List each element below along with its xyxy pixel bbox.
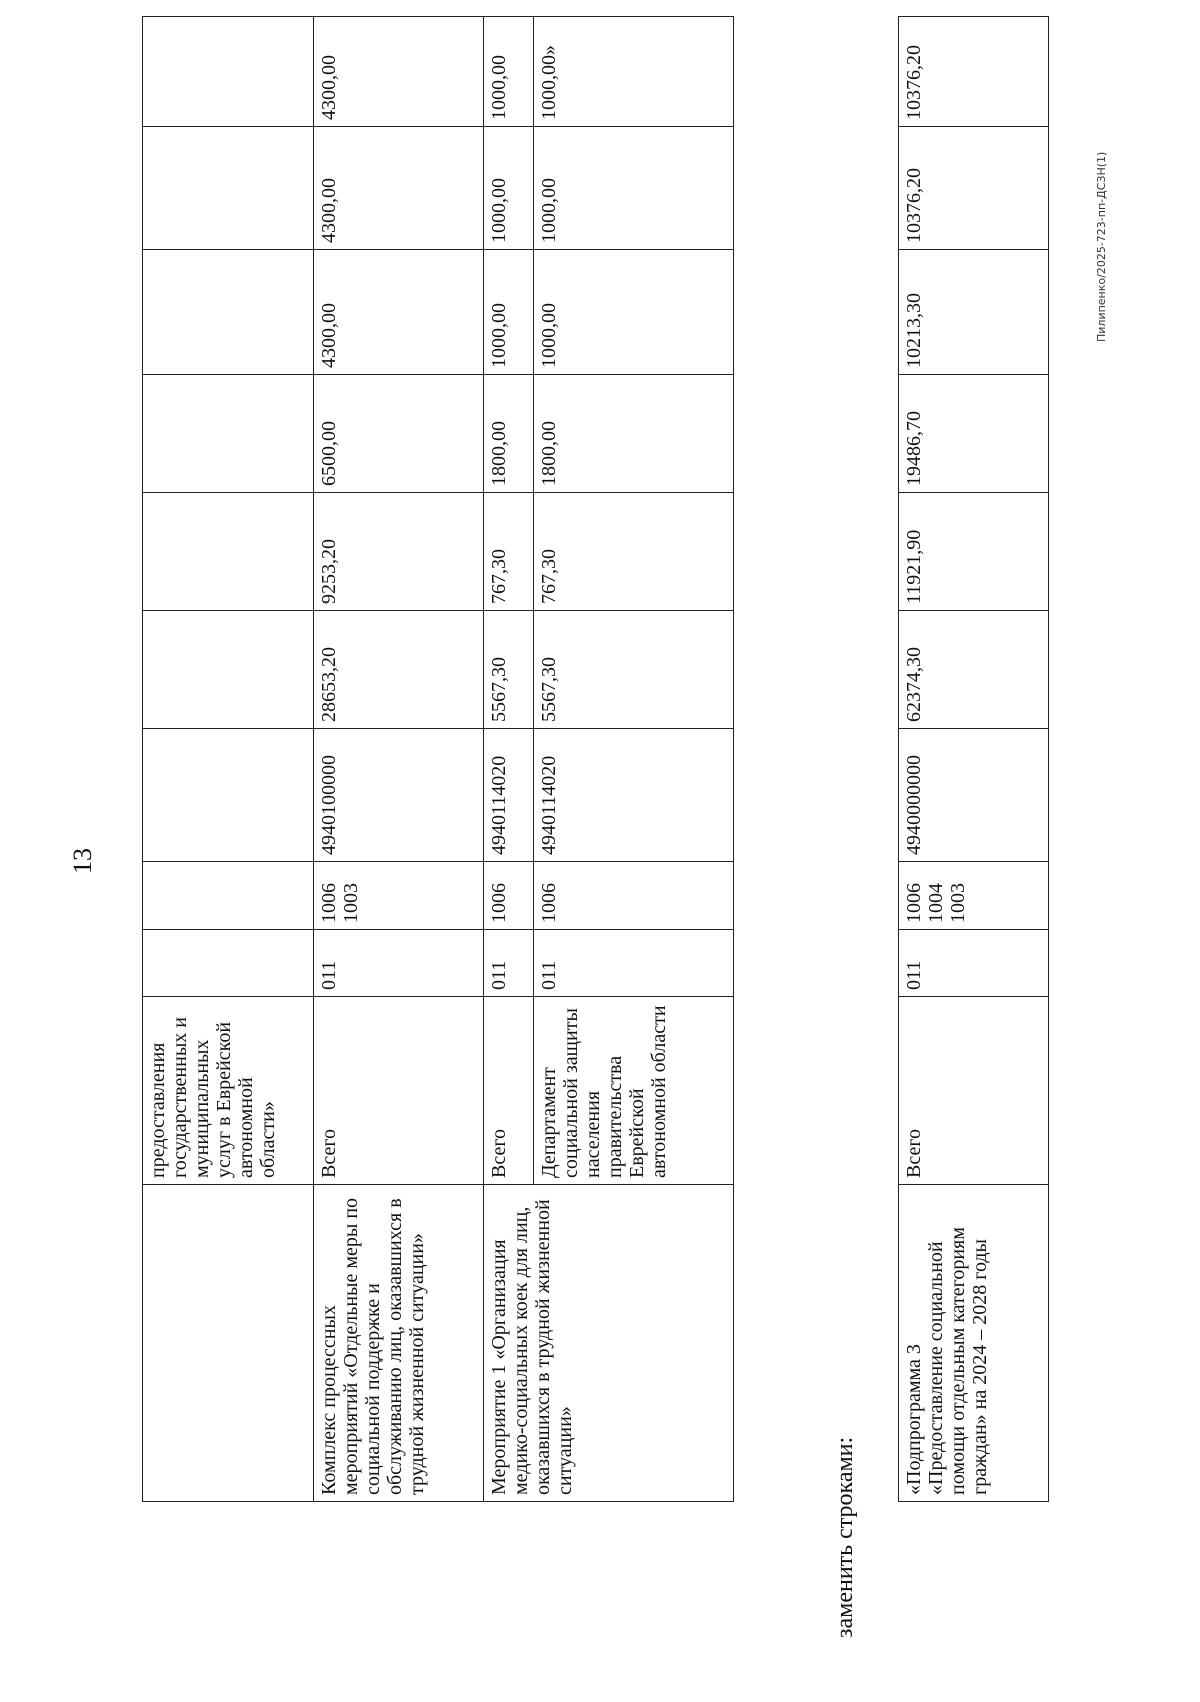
table-cell: 1006: [484, 862, 534, 930]
table-cell: 4940100000: [314, 729, 484, 862]
table-cell: 011: [899, 930, 1049, 997]
replace-instruction: заменить строками:: [832, 1436, 858, 1638]
table-cell: 19486,70: [899, 375, 1049, 493]
table-cell: 5567,30: [484, 611, 534, 729]
table-cell: 011: [534, 930, 734, 997]
table-cell: Департамент социальной защиты населения правительства Еврейской автономной области: [534, 997, 734, 1185]
table-cell: 1006: [534, 862, 734, 930]
table-cell: 4940114020: [534, 729, 734, 862]
table-cell: [143, 930, 314, 997]
table-cell: [143, 493, 314, 611]
table-cell: [143, 611, 314, 729]
table-cell: 4300,00: [314, 250, 484, 375]
table-cell: Всего: [314, 997, 484, 1185]
table-cell: 62374,30: [899, 611, 1049, 729]
table-cell: [143, 729, 314, 862]
table-cell: Всего: [484, 997, 534, 1185]
table-cell: 10376,20: [899, 17, 1049, 127]
table-cell: 6500,00: [314, 375, 484, 493]
document-stamp: Пилипенко/2025-723-пп-ДСЗН(1): [1095, 151, 1108, 342]
table-cell: [143, 250, 314, 375]
table-cell: «Подпрограмма 3 «Предоставление социальной помощи отдельным категориям граждан» на 2024 – 2028 годы: [899, 1185, 1049, 1502]
table-cell: 28653,20: [314, 611, 484, 729]
table-cell: 4300,00: [314, 17, 484, 127]
table-cell: 1000,00»: [534, 17, 734, 127]
page-number: 13: [68, 848, 97, 874]
table-cell: Мероприятие 1 «Организация медико-социальных коек для лиц, оказавшихся в трудной жизненной ситуации»: [484, 1185, 734, 1502]
table-cell: [143, 375, 314, 493]
table-cell: предоставления государственных и муниципальных услуг в Еврейской автономной области»: [143, 997, 314, 1185]
table-cell: [143, 862, 314, 930]
table-cell: 767,30: [484, 493, 534, 611]
table-cell: 4940000000: [899, 729, 1049, 862]
table-cell: 11921,90: [899, 493, 1049, 611]
table-row: [484, 17, 534, 1502]
table-cell: 4940114020: [484, 729, 534, 862]
table-cell: [143, 1185, 314, 1502]
table-row: [143, 17, 314, 1502]
table-cell: Всего: [899, 997, 1049, 1185]
budget-table-1: [142, 16, 734, 1502]
table-cell: 5567,30: [534, 611, 734, 729]
table-cell: 10376,20: [899, 127, 1049, 250]
table-cell: 011: [314, 930, 484, 997]
table-cell: [143, 127, 314, 250]
table-row: [899, 17, 1049, 1502]
table-cell: 1000,00: [484, 17, 534, 127]
table-cell: 1000,00: [484, 250, 534, 375]
table-cell: [143, 17, 314, 127]
table-cell: Комплекс процессных мероприятий «Отдельные меры по социальной поддержке и обслуживанию лиц, оказавшихся в трудной жизненной ситуации»: [314, 1185, 484, 1502]
budget-table-2: [898, 16, 1049, 1502]
table-cell: 1000,00: [534, 127, 734, 250]
table-cell: 4300,00: [314, 127, 484, 250]
table-cell: 10213,30: [899, 250, 1049, 375]
table-row: [314, 17, 484, 1502]
table-cell: 1800,00: [484, 375, 534, 493]
table-cell: 1000,00: [534, 250, 734, 375]
table-cell: 767,30: [534, 493, 734, 611]
table-cell: 011: [484, 930, 534, 997]
table-cell: 1800,00: [534, 375, 734, 493]
table-cell: 1006 1003: [314, 862, 484, 930]
table-cell: 9253,20: [314, 493, 484, 611]
table-cell: 1000,00: [484, 127, 534, 250]
table-cell: 1006 1004 1003: [899, 862, 1049, 930]
